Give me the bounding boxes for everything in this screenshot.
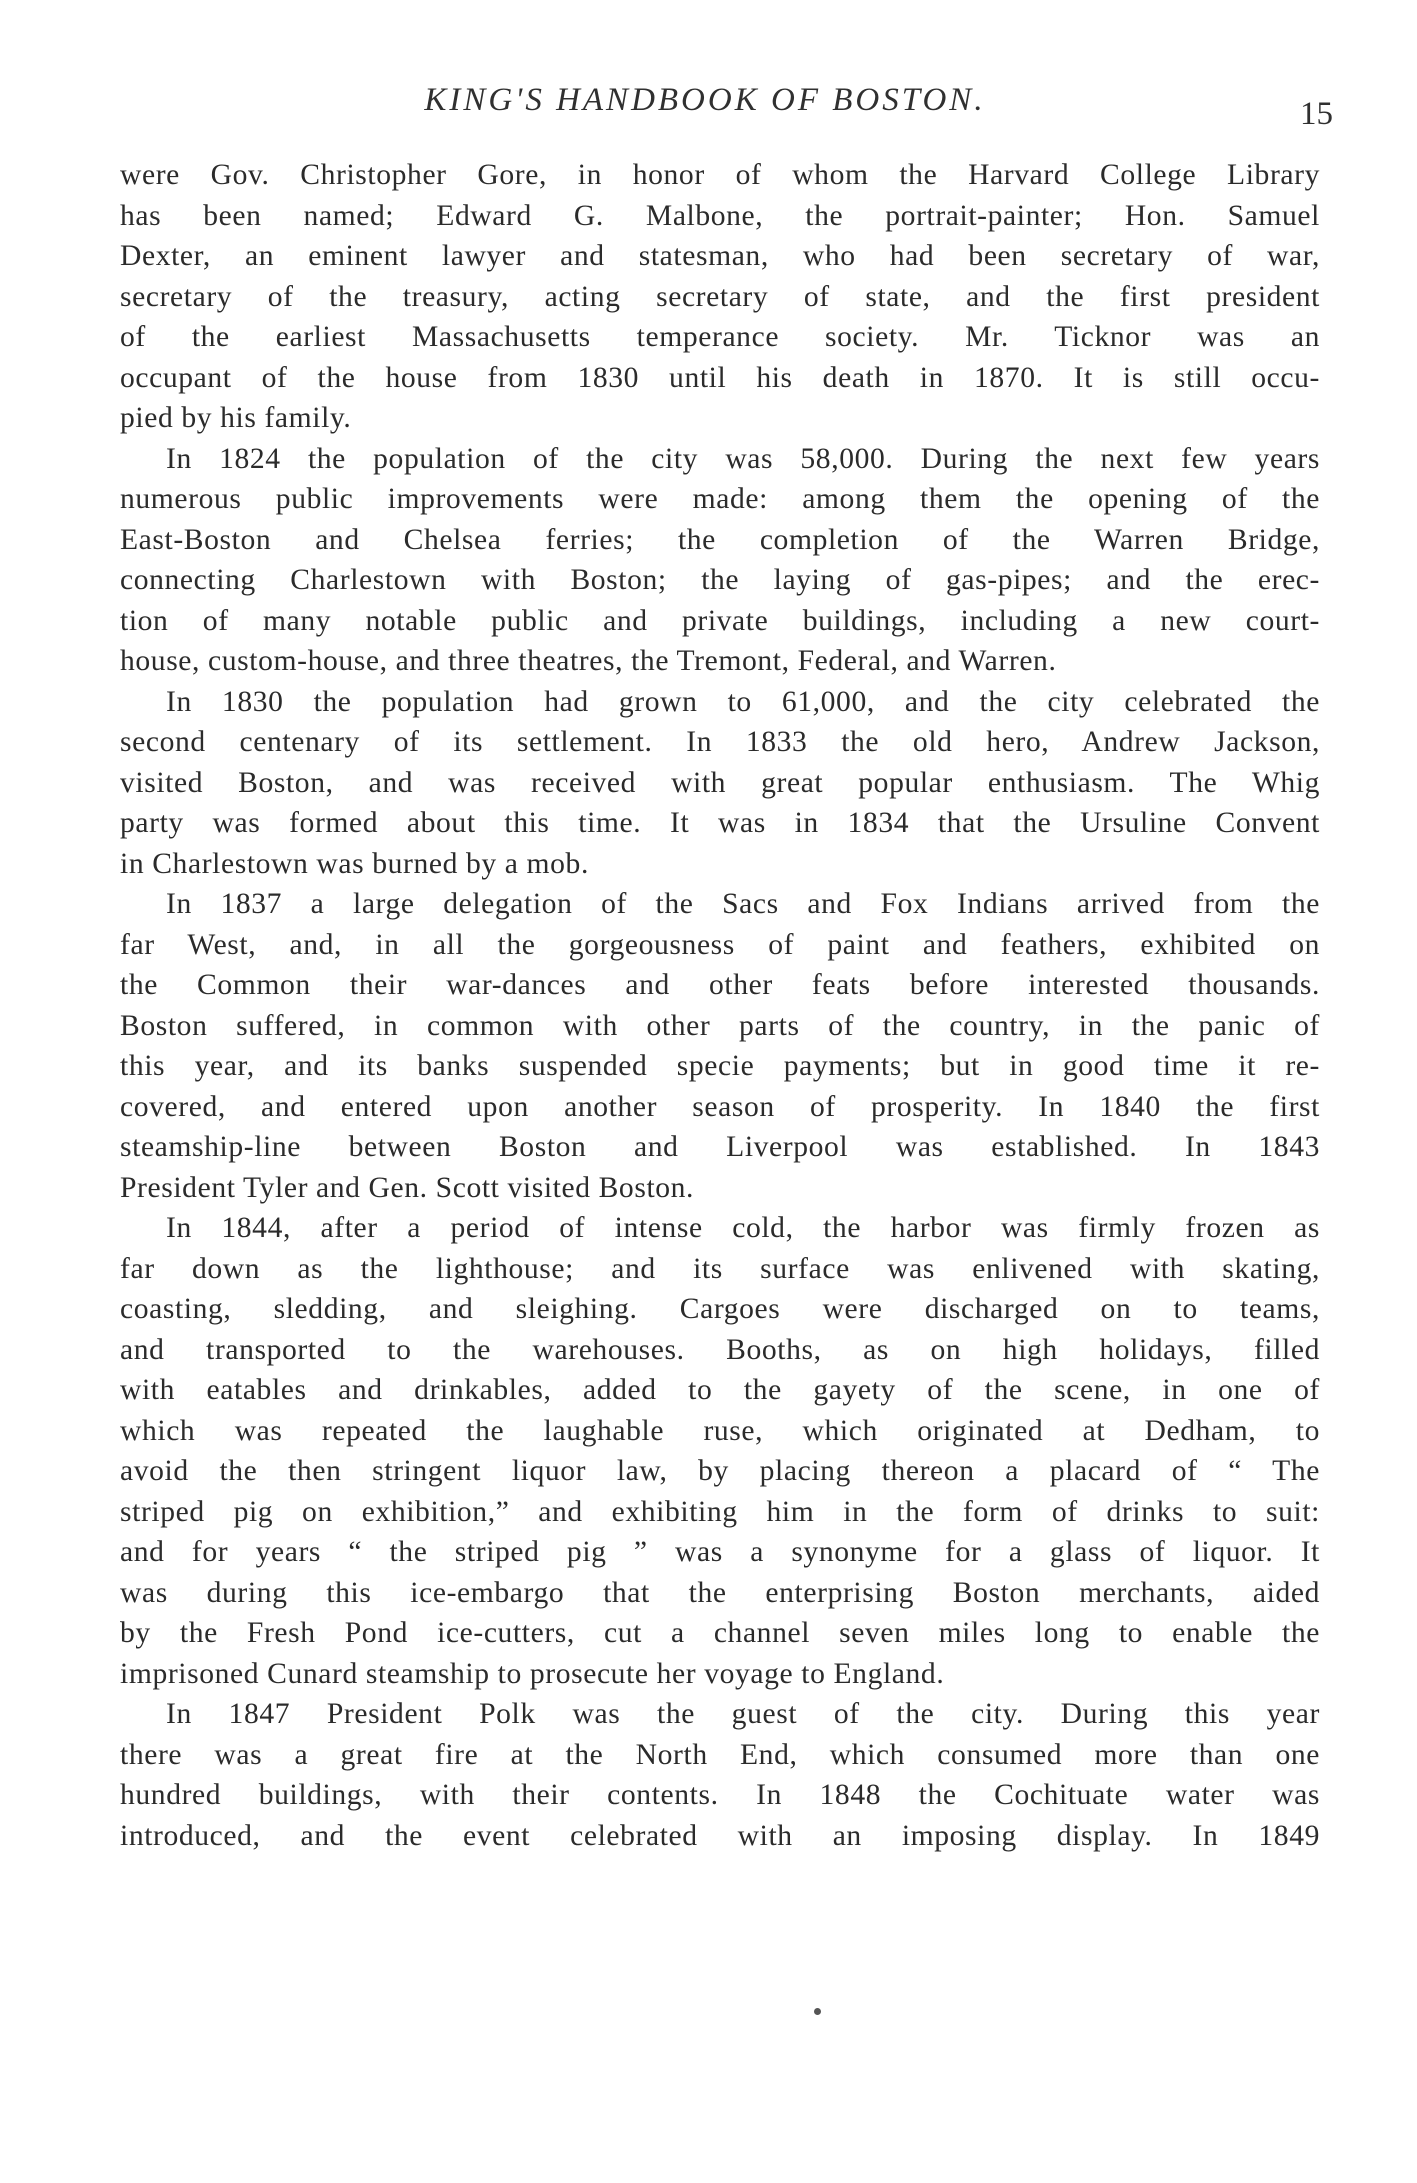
- text-line: In 1824 the population of the city was 58,000. During the next few years: [166, 442, 1320, 475]
- text-line: which was repeated the laughable ruse, which originated at Dedham, to: [120, 1414, 1320, 1447]
- text-line: Dexter, an eminent lawyer and statesman, who had been secretary of war,: [120, 240, 1320, 272]
- text-line: far West, and, in all the gorgeousness of paint and feathers, exhibited on: [120, 928, 1320, 961]
- text-line: house, custom-house, and three theatres, the Tremont, Federal, and Warren.: [120, 645, 1057, 677]
- text-line: far down as the lighthouse; and its surface was enlivened with skating,: [120, 1252, 1320, 1285]
- page-number: 15: [1300, 96, 1333, 132]
- text-line: secretary of the treasury, acting secretary of state, and the first president: [120, 280, 1320, 313]
- text-line: of the earliest Massachusetts temperance society. Mr. Ticknor was an: [120, 321, 1320, 353]
- running-title: KING'S HANDBOOK OF BOSTON.: [424, 82, 986, 118]
- text-line: introduced, and the event celebrated with an imposing display. In 1849: [120, 1819, 1320, 1852]
- text-line: In 1847 President Polk was the guest of the city. During this year: [166, 1698, 1320, 1730]
- text-line: were Gov. Christopher Gore, in honor of whom the Harvard College Library: [120, 159, 1320, 191]
- text-line: coasting, sledding, and sleighing. Cargoes were discharged on to teams,: [120, 1293, 1320, 1325]
- text-line: in Charlestown was burned by a mob.: [120, 847, 589, 880]
- text-line: Boston suffered, in common with other parts of the country, in the panic of: [120, 1009, 1320, 1042]
- text-line: visited Boston, and was received with great popular enthusiasm. The Whig: [120, 766, 1320, 799]
- text-line: President Tyler and Gen. Scott visited Boston.: [120, 1171, 695, 1204]
- text-line: by the Fresh Pond ice-cutters, cut a channel seven miles long to enable the: [120, 1617, 1320, 1649]
- text-line: and for years “ the striped pig ” was a synonyme for a glass of liquor. It: [120, 1536, 1320, 1568]
- text-line: this year, and its banks suspended specie payments; but in good time it re-: [120, 1050, 1320, 1082]
- text-line: occupant of the house from 1830 until his death in 1870. It is still occu-: [120, 361, 1320, 394]
- body-text: [120, 155, 1320, 1856]
- text-line: with eatables and drinkables, added to the gayety of the scene, in one of: [120, 1374, 1320, 1406]
- text-line: pied by his family.: [120, 402, 352, 434]
- text-line: avoid the then stringent liquor law, by placing thereon a placard of “ The: [120, 1455, 1320, 1487]
- text-line: second centenary of its settlement. In 1833 the old hero, Andrew Jackson,: [120, 726, 1320, 758]
- text-line: the Common their war-dances and other feats before interested thousands.: [120, 969, 1320, 1001]
- text-line: imprisoned Cunard steamship to prosecute her voyage to England.: [120, 1657, 945, 1690]
- text-line: In 1837 a large delegation of the Sacs and Fox Indians arrived from the: [166, 888, 1320, 920]
- text-line: party was formed about this time. It was in 1834 that the Ursuline Convent: [120, 807, 1320, 839]
- text-line: there was a great fire at the North End, which consumed more than one: [120, 1738, 1320, 1771]
- text-line: steamship-line between Boston and Liverpool was established. In 1843: [120, 1131, 1320, 1163]
- text-line: tion of many notable public and private buildings, including a new court-: [120, 604, 1320, 637]
- text-line: covered, and entered upon another season of prosperity. In 1840 the first: [120, 1090, 1320, 1123]
- text-line: striped pig on exhibition,” and exhibiting him in the form of drinks to suit:: [120, 1495, 1320, 1528]
- ink-dot: [814, 2008, 821, 2015]
- text-line: hundred buildings, with their contents. In 1848 the Cochituate water was: [120, 1779, 1320, 1811]
- text-line: East-Boston and Chelsea ferries; the completion of the Warren Bridge,: [120, 523, 1320, 556]
- text-line: was during this ice-embargo that the enterprising Boston merchants, aided: [120, 1576, 1320, 1609]
- text-line: connecting Charlestown with Boston; the laying of gas-pipes; and the erec-: [120, 564, 1320, 596]
- text-line: In 1830 the population had grown to 61,000, and the city celebrated the: [166, 685, 1320, 718]
- text-line: and transported to the warehouses. Booths, as on high holidays, filled: [120, 1333, 1320, 1366]
- text-line: In 1844, after a period of intense cold, the harbor was firmly frozen as: [166, 1212, 1320, 1244]
- text-line: numerous public improvements were made: among them the opening of the: [120, 483, 1320, 515]
- text-line: has been named; Edward G. Malbone, the portrait-painter; Hon. Samuel: [120, 199, 1320, 232]
